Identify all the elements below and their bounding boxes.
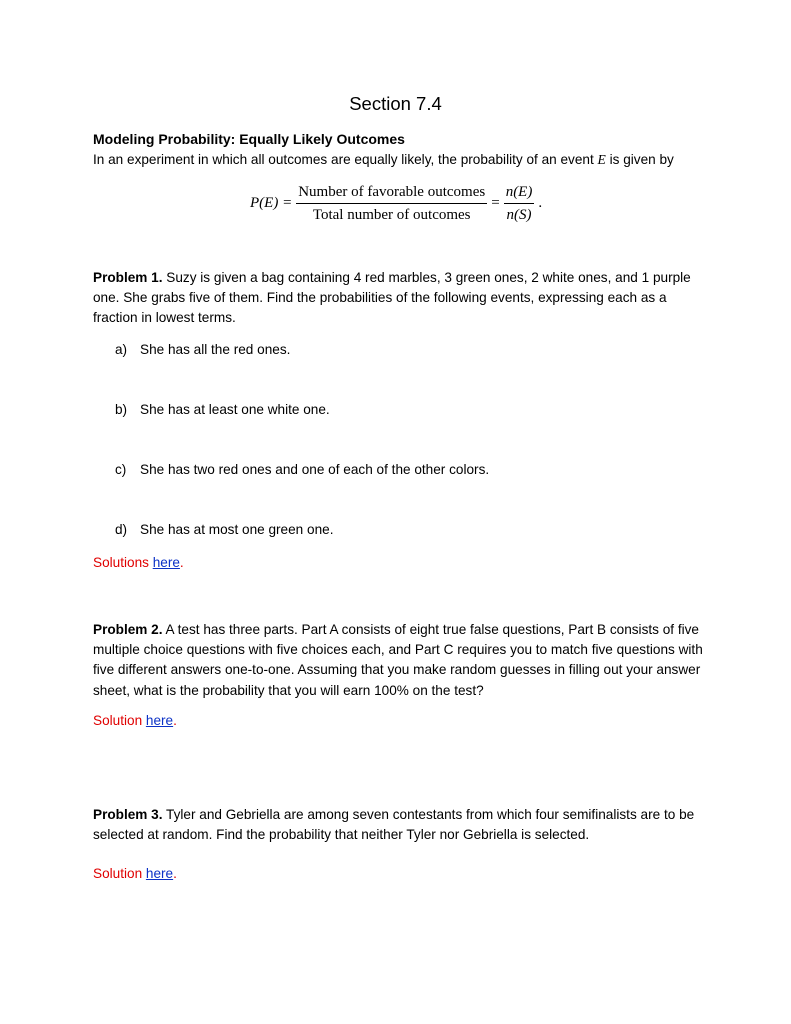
problem-1-solution [93, 555, 184, 570]
problem-1-item-a [115, 342, 290, 357]
problem-2-solution [93, 713, 177, 728]
problem-3-label: Problem 3. [93, 807, 163, 822]
formula-n-denominator: n(S) [506, 206, 532, 223]
solution-label: Solutions [93, 555, 153, 570]
solution-link[interactable]: here [152, 555, 180, 570]
item-text: She has at least one white one. [140, 402, 330, 417]
subheading: Modeling Probability: Equally Likely Outcomes [93, 131, 405, 147]
problem-1-label: Problem 1. [93, 270, 163, 285]
solution-label: Solution [93, 713, 146, 728]
intro-event-symbol: E [597, 152, 606, 167]
intro-paragraph [93, 152, 674, 168]
formula-end: . [538, 194, 543, 211]
item-text: She has at most one green one. [140, 522, 334, 537]
problem-1-item-d [115, 522, 333, 537]
problem-1-item-c [115, 462, 489, 477]
problem-3-solution [93, 866, 177, 881]
formula-denominator: Total number of outcomes [312, 206, 471, 223]
solution-link[interactable]: here [145, 713, 174, 728]
item-letter: b) [115, 402, 128, 417]
problem-1 [93, 268, 703, 329]
intro-text-before: In an experiment in which all outcomes are equally likely, the probability of an event [93, 152, 598, 167]
solution-label: Solution [93, 866, 146, 881]
intro-text-after: is given by [605, 152, 674, 167]
item-letter: d) [115, 522, 128, 537]
problem-3 [93, 805, 703, 845]
formula-n-numerator: n(E) [504, 183, 535, 204]
problem-3-text: Tyler and Gebriella are among seven contestants from which four semifinalists are to be selected at random. Find the probability that neither Tyler nor Gebriella is selected. [93, 807, 695, 843]
problem-1-text: Suzy is given a bag containing 4 red marbles, 3 green ones, 2 white ones, and 1 purple one. She grabs five of them. Find the probabilities of the following events, expressing each as a fraction in lowest terms. [93, 270, 691, 326]
solution-end: . [173, 713, 177, 728]
formula-lhs: P(E) = [250, 194, 293, 211]
solution-end: . [179, 555, 184, 570]
item-letter: c) [115, 462, 127, 477]
solution-link[interactable]: here [145, 866, 174, 881]
problem-2-label: Problem 2. [93, 622, 163, 637]
solution-end: . [173, 866, 177, 881]
problem-2-text: A test has three parts. Part A consists of eight true false questions, Part B consists of five multiple choice questions with five choices each, and Part C requires you to match five questions with five different answers one-to-one. Assuming that you make random guesses in filling out your answer sheet, what is the probability that you will earn 100% on the test? [93, 622, 703, 698]
formula-numerator: Number of favorable outcomes [296, 183, 487, 204]
formula-text-fraction [296, 183, 487, 224]
item-text: She has two red ones and one of each of the other colors. [140, 462, 490, 477]
probability-formula [250, 180, 542, 226]
section-title: Section 7.4 [349, 93, 442, 114]
item-letter: a) [115, 342, 128, 357]
problem-2 [93, 620, 703, 701]
formula-n-fraction [504, 183, 535, 224]
formula-equals: = [491, 194, 500, 211]
item-text: She has all the red ones. [140, 342, 291, 357]
problem-1-item-b [115, 402, 330, 417]
